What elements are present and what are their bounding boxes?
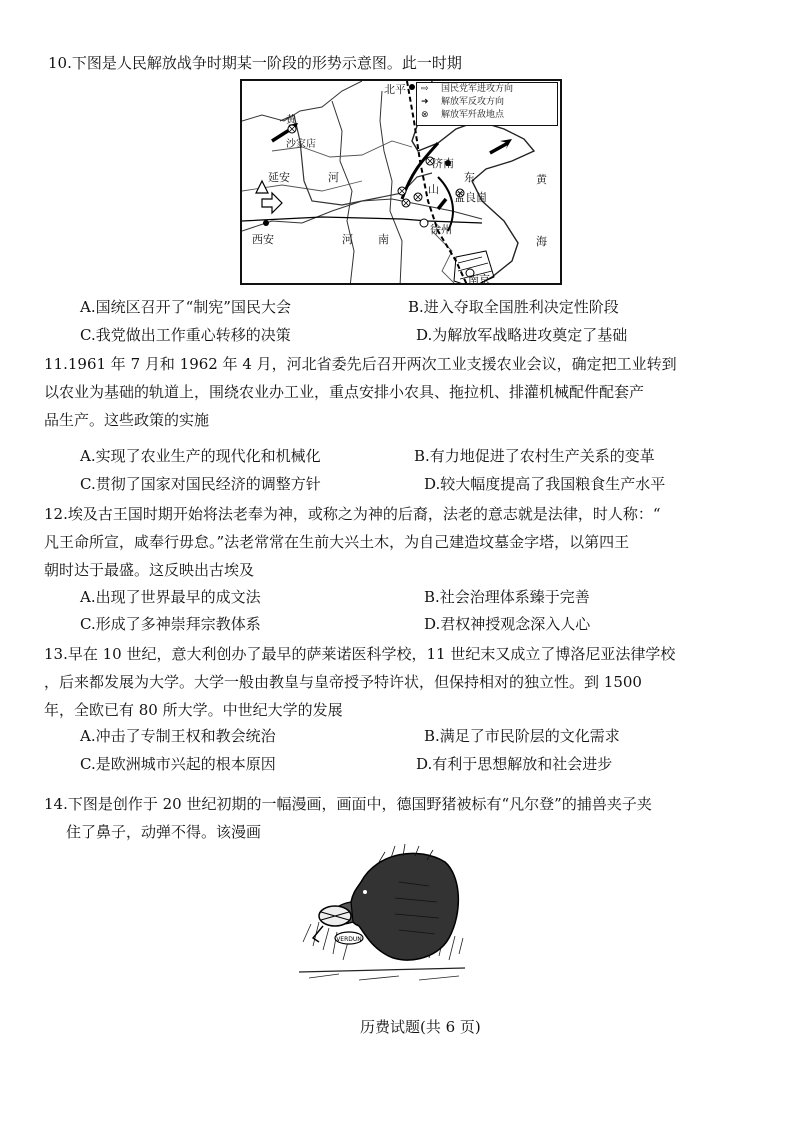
q13-line-1: 13.早在 10 世纪，意大利创办了最早的萨莱诺医科学校，11 世纪末又成立了博洛尼亚法律学校 — [44, 645, 676, 663]
q10-stem: 10.下图是人民解放战争时期某一阶段的形势示意图。此一时期 — [48, 54, 462, 72]
q11-option-a[interactable]: A.实现了农业生产的现代化和机械化 — [80, 447, 321, 465]
legend-row-annihilate — [417, 109, 557, 122]
legend-annihilate-label: 解放军歼敌地点 — [441, 110, 505, 120]
label-menglianggu: 孟良崮 — [454, 191, 487, 204]
q13-line-2: ，后来都发展为大学。大学一般由教皇与皇帝授予特许状，但保持相对的独立性。到 1500 — [44, 673, 642, 691]
label-beiping: 北平 — [384, 83, 406, 96]
q13-option-a[interactable]: A.冲击了专制王权和教会统治 — [80, 727, 276, 745]
q11-option-d[interactable]: D.较大幅度提高了我国粮食生产水平 — [424, 475, 666, 493]
q13-option-c[interactable]: C.是欧洲城市兴起的根本原因 — [80, 755, 276, 773]
q11-option-b[interactable]: B.有力地促进了农村生产关系的变革 — [414, 447, 655, 465]
q12-option-b[interactable]: B.社会治理体系臻于完善 — [424, 588, 590, 606]
q11-line-2: 以农业为基础的轨道上，围绕农业办工业，重点安排小农具、拖拉机、排灌机械配件配套产 — [44, 383, 645, 401]
q10-option-c[interactable]: C.我党做出工作重心转移的决策 — [80, 326, 291, 344]
q12-line-3: 朝时达于最盛。这反映出古埃及 — [44, 561, 255, 579]
page-footer: 历费试题(共 6 页) — [360, 1018, 481, 1036]
q12-option-d[interactable]: D.君权神授观念深入人心 — [424, 615, 591, 633]
q13-option-b[interactable]: B.满足了市民阶层的文化需求 — [424, 727, 620, 745]
q12-line-1: 12.埃及古王国时期开始将法老奉为神，或称之为神的后裔，法老的意志就是法律，时人称：“ — [44, 505, 661, 523]
label-dong: 东 — [464, 171, 475, 184]
label-xuzhou: 徐州 — [430, 223, 452, 236]
label-henan-2: 南 — [378, 233, 389, 246]
label-huanghai-1: 黄 — [536, 173, 547, 186]
map-legend — [416, 82, 558, 126]
label-huanghai-2: 海 — [536, 235, 547, 248]
q13-line-3: 年，全欧已有 80 所大学。中世纪大学的发展 — [44, 701, 343, 719]
legend-row-attack — [417, 83, 557, 96]
q12-line-2: 凡王命所宣，咸奉行毋怠。”法老常常在生前大兴土木，为自己建造坟墓金字塔，以第四王 — [44, 533, 630, 551]
legend-attack-label: 国民党军进攻方向 — [441, 84, 514, 94]
q10-option-b[interactable]: B.进入夺取全国胜利决定性阶段 — [408, 298, 619, 316]
label-yanan: 延安 — [268, 171, 290, 184]
q10-option-d[interactable]: D.为解放军战略进攻奠定了基础 — [416, 326, 628, 344]
label-henan-1: 河 — [342, 233, 353, 246]
q11-option-c[interactable]: C.贯彻了国家对国民经济的调整方针 — [80, 475, 321, 493]
hollow-arrow-icon: ⇨ — [421, 84, 429, 94]
label-huang: 黄 — [286, 115, 296, 126]
legend-row-counter — [417, 96, 557, 109]
q10-option-a[interactable]: A.国统区召开了“制宪”国民大会 — [80, 298, 291, 316]
label-nanjing: 南京 — [468, 273, 490, 285]
q14-line-2: 住了鼻子，动弹不得。该漫画 — [66, 823, 262, 841]
q11-line-1: 11.1961 年 7 月和 1962 年 4 月，河北省委先后召开两次工业支援农业会议，确定把工业转到 — [44, 355, 677, 373]
crossed-circle-icon: ⊗ — [421, 110, 429, 120]
q10-map — [240, 79, 562, 285]
q12-option-c[interactable]: C.形成了多神崇拜宗教体系 — [80, 615, 261, 633]
label-jinan: 济南 — [432, 157, 454, 170]
legend-counter-label: 解放军反攻方向 — [441, 97, 505, 107]
solid-arrow-icon: ➜ — [421, 97, 429, 107]
q14-line-1: 14.下图是创作于 20 世纪初期的一幅漫画，画面中，德国野猪被标有“凡尔登”的捕兽夹子夹 — [44, 795, 652, 813]
boar-trap-illustration — [299, 842, 465, 982]
verdun-label: VERDUN — [336, 936, 362, 943]
q13-option-d[interactable]: D.有利于思想解放和社会进步 — [416, 755, 613, 773]
label-xian: 西安 — [252, 233, 274, 246]
q12-option-a[interactable]: A.出现了世界最早的成文法 — [80, 588, 261, 606]
label-shan: 山 — [428, 183, 439, 196]
boar-cartoon-image — [299, 842, 465, 982]
label-shajiadian: 沙家店 — [286, 139, 316, 150]
label-he: 河 — [328, 171, 339, 184]
q11-line-3: 品生产。这些政策的实施 — [44, 411, 210, 429]
